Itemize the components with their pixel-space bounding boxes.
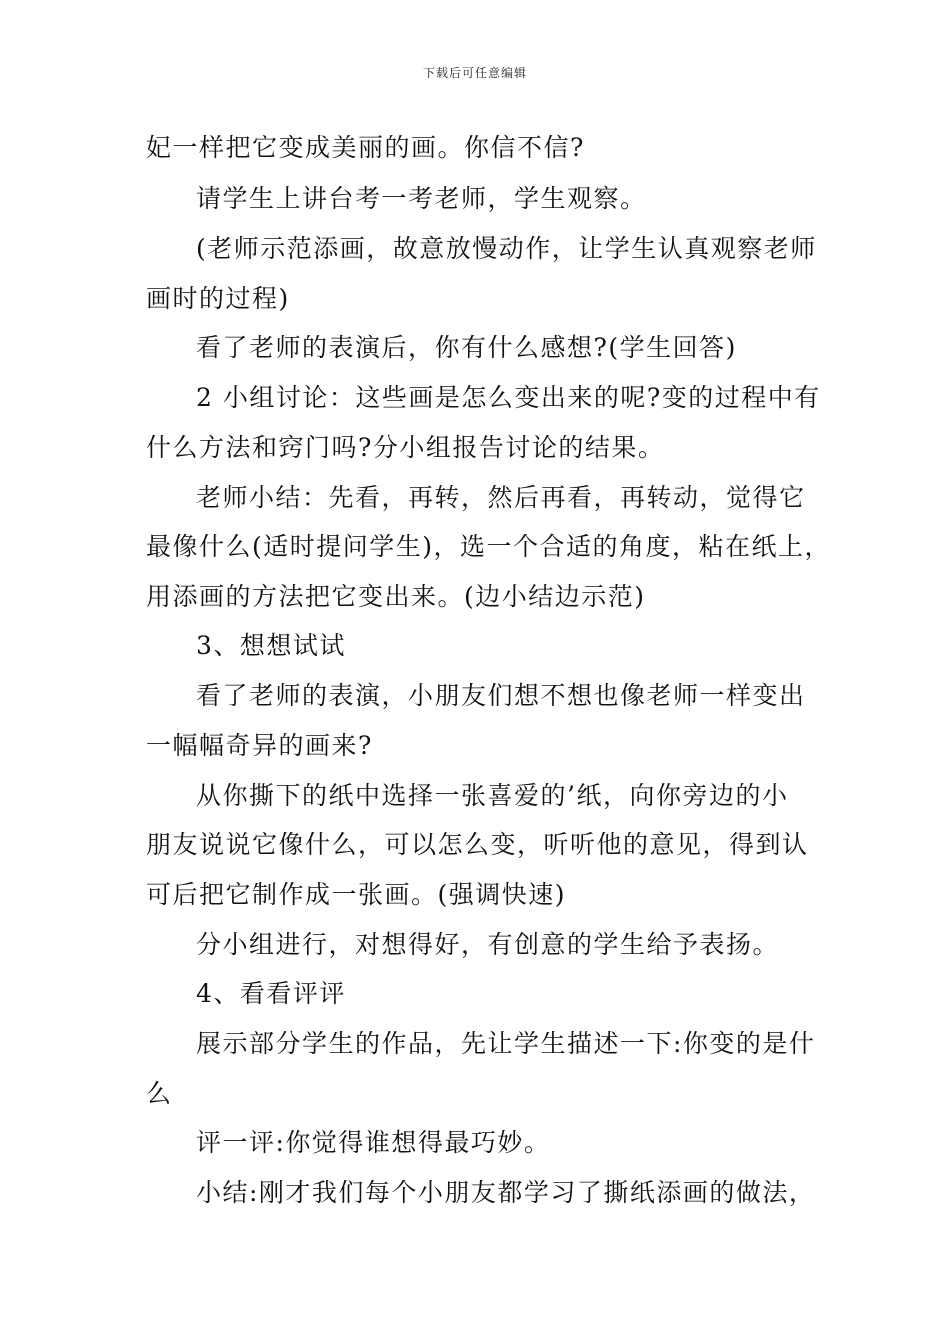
body-line: 一幅幅奇异的画来? [146,731,373,760]
body-line: 可后把它制作成一张画。(强调快速) [146,880,567,909]
body-line: 分小组进行，对想得好，有创意的学生给予表扬。 [196,930,780,959]
body-line: 请学生上讲台考一考老师，学生观察。 [196,184,647,213]
body-line: 老师小结：先看，再转，然后再看，再转动，觉得它 [196,483,806,512]
body-line: 展示部分学生的作品，先让学生描述一下:你变的是什 [196,1029,816,1058]
page-header: 下载后可任意编辑 [422,66,527,80]
body-line: 小结:刚才我们每个小朋友都学习了撕纸添画的做法， [196,1178,816,1207]
body-line: (老师示范添画，故意放慢动作，让学生认真观察老师 [196,234,817,263]
body-line: 2 小组讨论：这些画是怎么变出来的呢?变的过程中有 [196,383,821,412]
body-line: 最像什么(适时提问学生)，选一个合适的角度，粘在纸上， [146,532,832,561]
body-line: 画时的过程) [146,284,290,313]
body-line: 朋友说说它像什么，可以怎么变，听听他的意见，得到认 [146,830,809,859]
body-line: 看了老师的表演，小朋友们想不想也像老师一样变出 [196,681,806,710]
body-line: 评一评:你觉得谁想得最巧妙。 [196,1128,551,1157]
body-line: 从你撕下的纸中选择一张喜爱的’纸，向你旁边的小 [196,781,789,810]
body-line: 4、看看评评 [196,979,346,1008]
body-line: 什么方法和窍门吗?分小组报告讨论的结果。 [146,433,665,462]
body-line: 看了老师的表演后，你有什么感想?(学生回答) [196,333,737,362]
body-line: 么 [146,1079,173,1108]
body-line: 3、想想试试 [196,631,346,660]
body-line: 妃一样把它变成美丽的画。你信不信? [146,133,585,162]
body-line: 用添画的方法把它变出来。(边小结边示范) [146,582,646,611]
